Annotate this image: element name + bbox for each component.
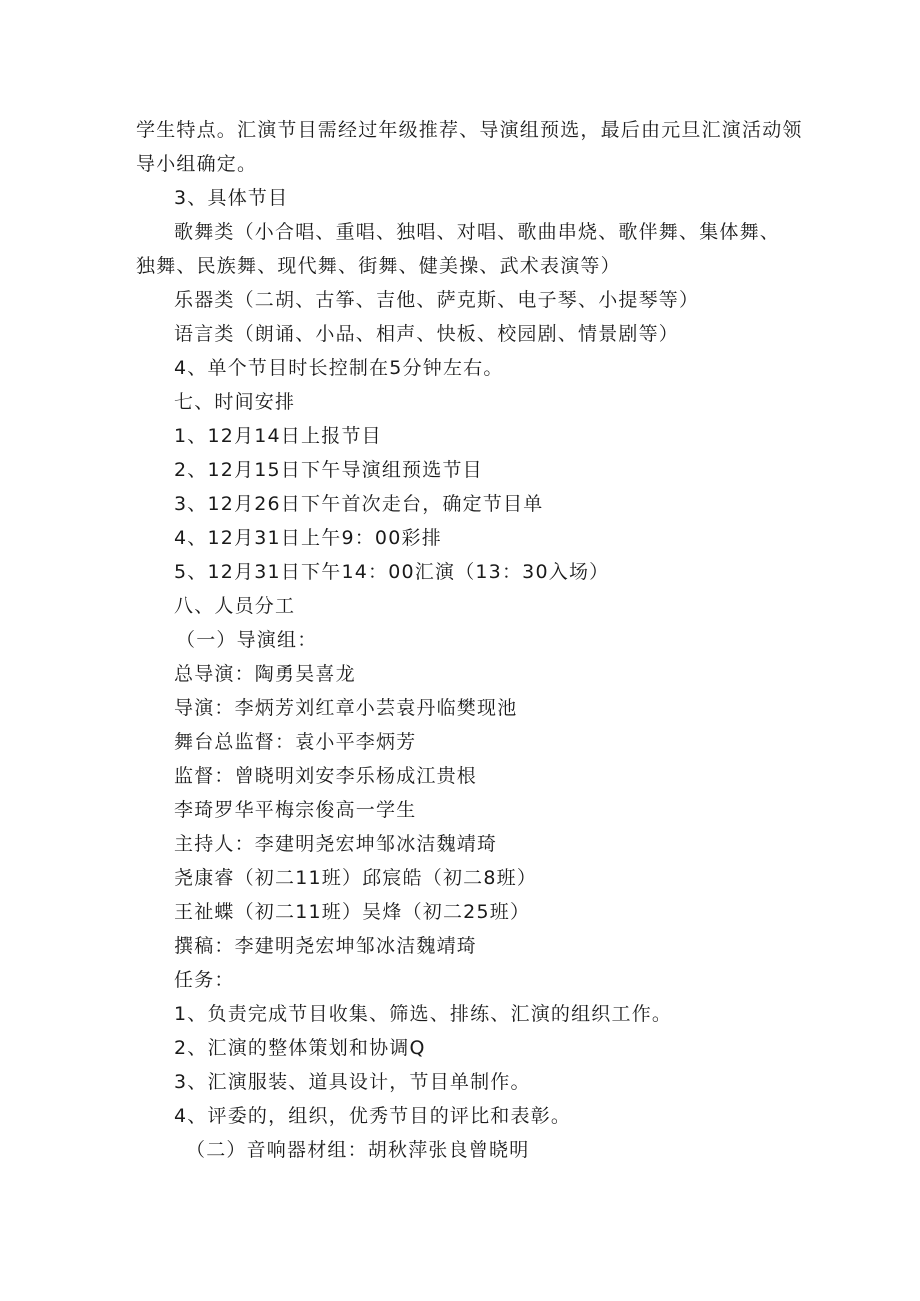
task-item: 3、汇演服装、道具设计，节目单制作。 <box>174 1071 531 1093</box>
body-text-line: 主持人：李建明尧宏坤邹冰洁魏靖琦 <box>174 833 498 855</box>
subsection-heading: （二）音响器材组：胡秋萍张良曾晓明 <box>186 1139 530 1161</box>
schedule-item: 2、12月15日下午导演组预选节目 <box>174 459 483 481</box>
body-text-line: 歌舞类（小合唱、重唱、独唱、对唱、歌曲串烧、歌伴舞、集体舞、 <box>174 221 781 243</box>
schedule-item: 1、12月14日上报节目 <box>174 425 382 447</box>
schedule-item: 4、12月31日上午9：00彩排 <box>174 527 442 549</box>
body-text-line: 4、单个节目时长控制在5分钟左右。 <box>174 357 504 379</box>
subsection-heading: （一）导演组： <box>176 629 318 651</box>
body-text-line: 任务： <box>174 969 235 991</box>
body-text-line: 导小组确定。 <box>136 153 258 175</box>
body-text-line: 独舞、民族舞、现代舞、街舞、健美操、武术表演等） <box>136 255 621 277</box>
body-text-line: 王祉蝶（初二11班）吴烽（初二25班） <box>174 901 531 923</box>
section-heading: 八、人员分工 <box>174 595 296 617</box>
body-text-line: 总导演：陶勇吴喜龙 <box>174 663 356 685</box>
body-text-line: 学生特点。汇演节目需经过年级推荐、导演组预选，最后由元旦汇演活动领 <box>136 119 803 141</box>
body-text-line: 尧康睿（初二11班）邱宸皓（初二8班） <box>174 867 538 889</box>
body-text-line: 乐器类（二胡、古筝、吉他、萨克斯、电子琴、小提琴等） <box>174 289 700 311</box>
body-text-line: 监督：曾晓明刘安李乐杨成江贵根 <box>174 765 478 787</box>
body-text-line: 李琦罗华平梅宗俊高一学生 <box>174 799 417 821</box>
task-item: 2、汇演的整体策划和协调Q <box>174 1037 426 1059</box>
body-text-line: 撰稿：李建明尧宏坤邹冰洁魏靖琦 <box>174 935 478 957</box>
schedule-item: 5、12月31日下午14：00汇演（13：30入场） <box>174 561 610 583</box>
task-item: 4、评委的，组织，优秀节目的评比和表彰。 <box>174 1105 572 1127</box>
section-heading: 七、时间安排 <box>174 391 296 413</box>
section-heading: 3、具体节目 <box>174 187 289 209</box>
schedule-item: 3、12月26日下午首次走台，确定节目单 <box>174 493 544 515</box>
body-text-line: 导演：李炳芳刘红章小芸袁丹临樊现池 <box>174 697 518 719</box>
body-text-line: 舞台总监督：袁小平李炳芳 <box>174 731 417 753</box>
task-item: 1、负责完成节目收集、筛选、排练、汇演的组织工作。 <box>174 1003 673 1025</box>
body-text-line: 语言类（朗诵、小品、相声、快板、校园剧、情景剧等） <box>174 323 680 345</box>
